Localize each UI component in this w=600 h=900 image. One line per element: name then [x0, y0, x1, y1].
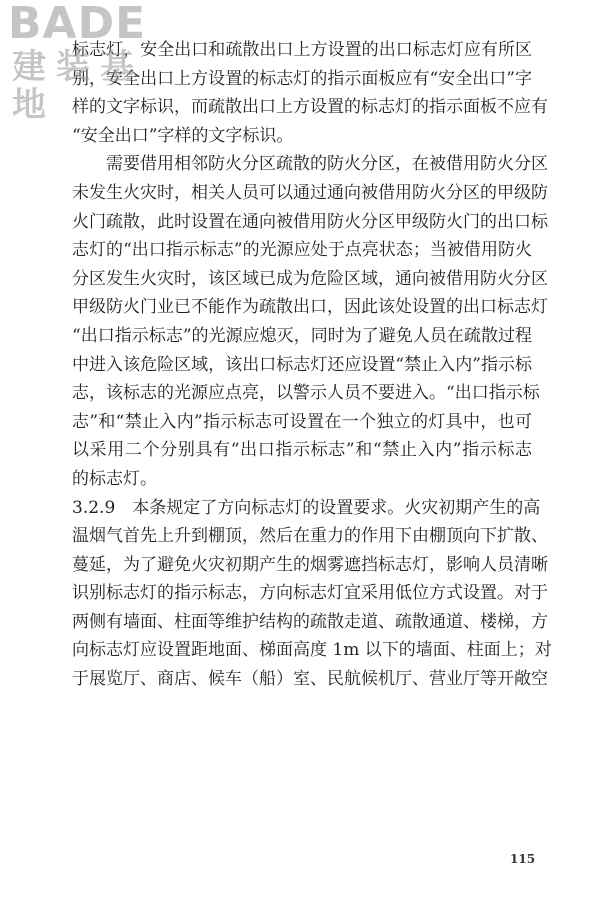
text-line: 需要借用相邻防火分区疏散的防火分区，在被借用防火分区 [106, 154, 548, 175]
text-line: 火门疏散，此时设置在通向被借用防火分区甲级防火门的出口标 [72, 211, 548, 232]
text-line: “安全出口”字样的文字标识。 [72, 125, 294, 146]
text-line: 标志灯，安全出口和疏散出口上方设置的出口标志灯应有所区 [72, 40, 532, 60]
text-line: 识别标志灯的指示标志，方向标志灯宜采用低位方式设置。对于 [72, 583, 548, 604]
text-line: 样的文字标识，而疏散出口上方设置的标志灯的指示面板不应有 [72, 97, 548, 118]
text-line: 分区发生火灾时，该区域已成为危险区域，通向被借用防火分区 [72, 268, 548, 289]
text-line: 以采用二个分别具有“出口指示标志”和“禁止入内”指示标志 [72, 440, 532, 461]
page-number: 115 [510, 852, 536, 866]
body-text [72, 36, 552, 694]
text-line: 两侧有墙面、柱面等维护结构的疏散走道、疏散通道、楼梯，方 [72, 611, 548, 632]
text-line: 中进入该危险区域，该出口标志灯还应设置“禁止入内”指示标 [72, 354, 532, 375]
text-line: 志灯的“出口指示标志”的光源应处于点亮状态；当被借用防火 [72, 240, 532, 261]
text-line: 未发生火灾时，相关人员可以通过通向被借用防火分区的甲级防 [72, 182, 548, 203]
watermark-chinese-text: 建装基地 [12, 47, 144, 125]
text-line: 志，该标志的光源应点亮，以警示人员不要进入。“出口指示标 [72, 383, 540, 404]
watermark-latin-text: BADE [8, 0, 147, 49]
text-line: 的标志灯。 [72, 468, 157, 489]
text-line: “出口指示标志”的光源应熄灭，同时为了避免人员在疏散过程 [72, 325, 532, 346]
text-line: 志”和“禁止入内”指示标志可设置在一个独立的灯具中，也可 [72, 411, 532, 432]
text-line: 3.2.9 本条规定了方向标志灯的设置要求。火灾初期产生的高 [72, 497, 541, 518]
text-line: 甲级防火门业已不能作为疏散出口，因此该处设置的出口标志灯 [72, 297, 548, 318]
text-line: 蔓延，为了避免火灾初期产生的烟雾遮挡标志灯，影响人员清晰 [72, 554, 548, 575]
text-line: 别，安全出口上方设置的标志灯的指示面板应有“安全出口”字 [72, 68, 532, 89]
text-line: 温烟气首先上升到棚顶，然后在重力的作用下由棚顶向下扩散、 [72, 526, 548, 547]
text-line: 向标志灯应设置距地面、梯面高度 1m 以下的墙面、柱面上；对 [72, 640, 552, 661]
text-line: 于展览厅、商店、候车（船）室、民航候机厅、营业厅等开敞空 [72, 669, 548, 690]
